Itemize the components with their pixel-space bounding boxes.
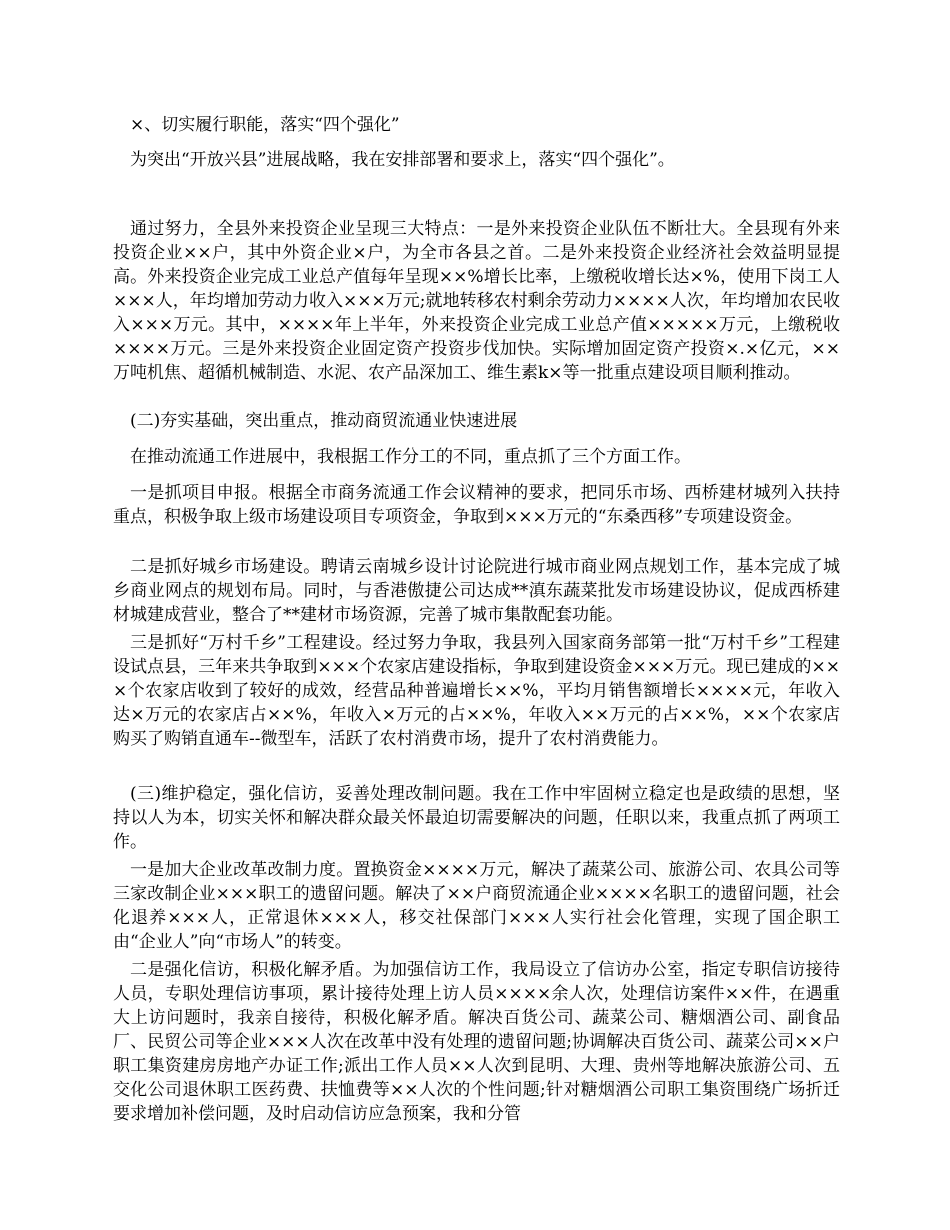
- section-heading: (二)夯实基础，突出重点，推动商贸流通业快速进展: [130, 411, 518, 431]
- paragraph: 二是强化信访，积极化解矛盾。为加强信访工作，我局设立了信访办公室，指定专职信访接待人员，专职处理信访事项，累计接待处理上访人员××××余人次，处理信访案件××件，在遇重大上访问题时，我亲自接待，积极化解矛盾。解决百货公司、蔬菜公司、糖烟酒公司、副食品厂、民贸公司等企业×××人次在改革中没有处理的遗留问题;协调解决百货公司、蔬菜公司××户职工集资建房房地产办证工作;派出工作人员××人次到昆明、大理、贵州等地解决旅游公司、五交化公司退休职工医药费、扶恤费等××人次的个性问题;针对糖烟酒公司职工集资围绕广场折迁要求增加补偿问题，及时启动信访应急预案，我和分管: [113, 960, 840, 1124]
- paragraph: 一是加大企业改革改制力度。置换资金××××万元，解决了蔬菜公司、旅游公司、农具公司等三家改制企业×××职工的遗留问题。解决了××户商贸流通企业××××名职工的遗留问题，社会化退养×××人，正常退休×××人，移交社保部门×××人实行社会化管理，实现了国企职工由“企业人”向“市场人”的转变。: [113, 860, 840, 952]
- section-heading: (三)维护稳定，强化信访，妥善处理改制问题。我在工作中牢固树立稳定也是政绩的思想，坚持以人为本，切实关怀和解决群众最关怀最迫切需要解决的问题，任职以来，我重点抓了两项工作。: [113, 784, 840, 852]
- paragraph: 一是抓项目申报。根据全市商务流通工作会议精神的要求，把同乐市场、西桥建材城列入扶持重点，积极争取上级市场建设项目专项资金，争取到×××万元的“东桑西移”专项建设资金。: [113, 483, 840, 527]
- paragraph: 二是抓好城乡市场建设。聘请云南城乡设计讨论院进行城市商业网点规划工作，基本完成了城乡商业网点的规划布局。同时，与香港傲捷公司达成**滇东蔬菜批发市场建设协议，促成西桥建材城建成营业，整合了**建材市场资源，完善了城市集散配套功能。: [113, 557, 840, 625]
- section-heading: ×、切实履行职能，落实“四个强化”: [130, 115, 400, 135]
- paragraph: 三是抓好“万村千乡”工程建设。经过努力争取，我县列入国家商务部第一批“万村千乡”工程建设试点县，三年来共争取到×××个农家店建设指标，争取到建设资金×××万元。现已建成的×××个农家店收到了较好的成效，经营品种普遍增长××%，平均月销售额增长××××元，年收入达×万元的农家店占××%，年收入×万元的占××%，年收入××万元的占××%，××个农家店购买了购销直通车--微型车，活跃了农村消费市场，提升了农村消费能力。: [113, 633, 840, 749]
- paragraph: 为突出“开放兴县”进展战略，我在安排部署和要求上，落实“四个强化”。: [130, 150, 675, 170]
- paragraph: 在推动流通工作进展中，我根据工作分工的不同，重点抓了三个方面工作。: [130, 447, 691, 467]
- paragraph: 通过努力，全县外来投资企业呈现三大特点：一是外来投资企业队伍不断壮大。全县现有外来投资企业××户，其中外资企业×户，为全市各县之首。二是外来投资企业经济社会效益明显提高。外来投资企业完成工业总产值每年呈现××%增长比率，上缴税收增长达×%，使用下岗工人×××人，年均增加劳动力收入×××万元;就地转移农村剩余劳动力××××人次，年均增加农民收入×××万元。其中，××××年上半年，外来投资企业完成工业总产值×××××万元，上缴税收××××万元。三是外来投资企业固定资产投资步伐加快。实际增加固定资产投资×.×亿元，××万吨机焦、超循机械制造、水泥、农产品深加工、维生素k×等一批重点建设项目顺利推动。: [113, 219, 840, 383]
